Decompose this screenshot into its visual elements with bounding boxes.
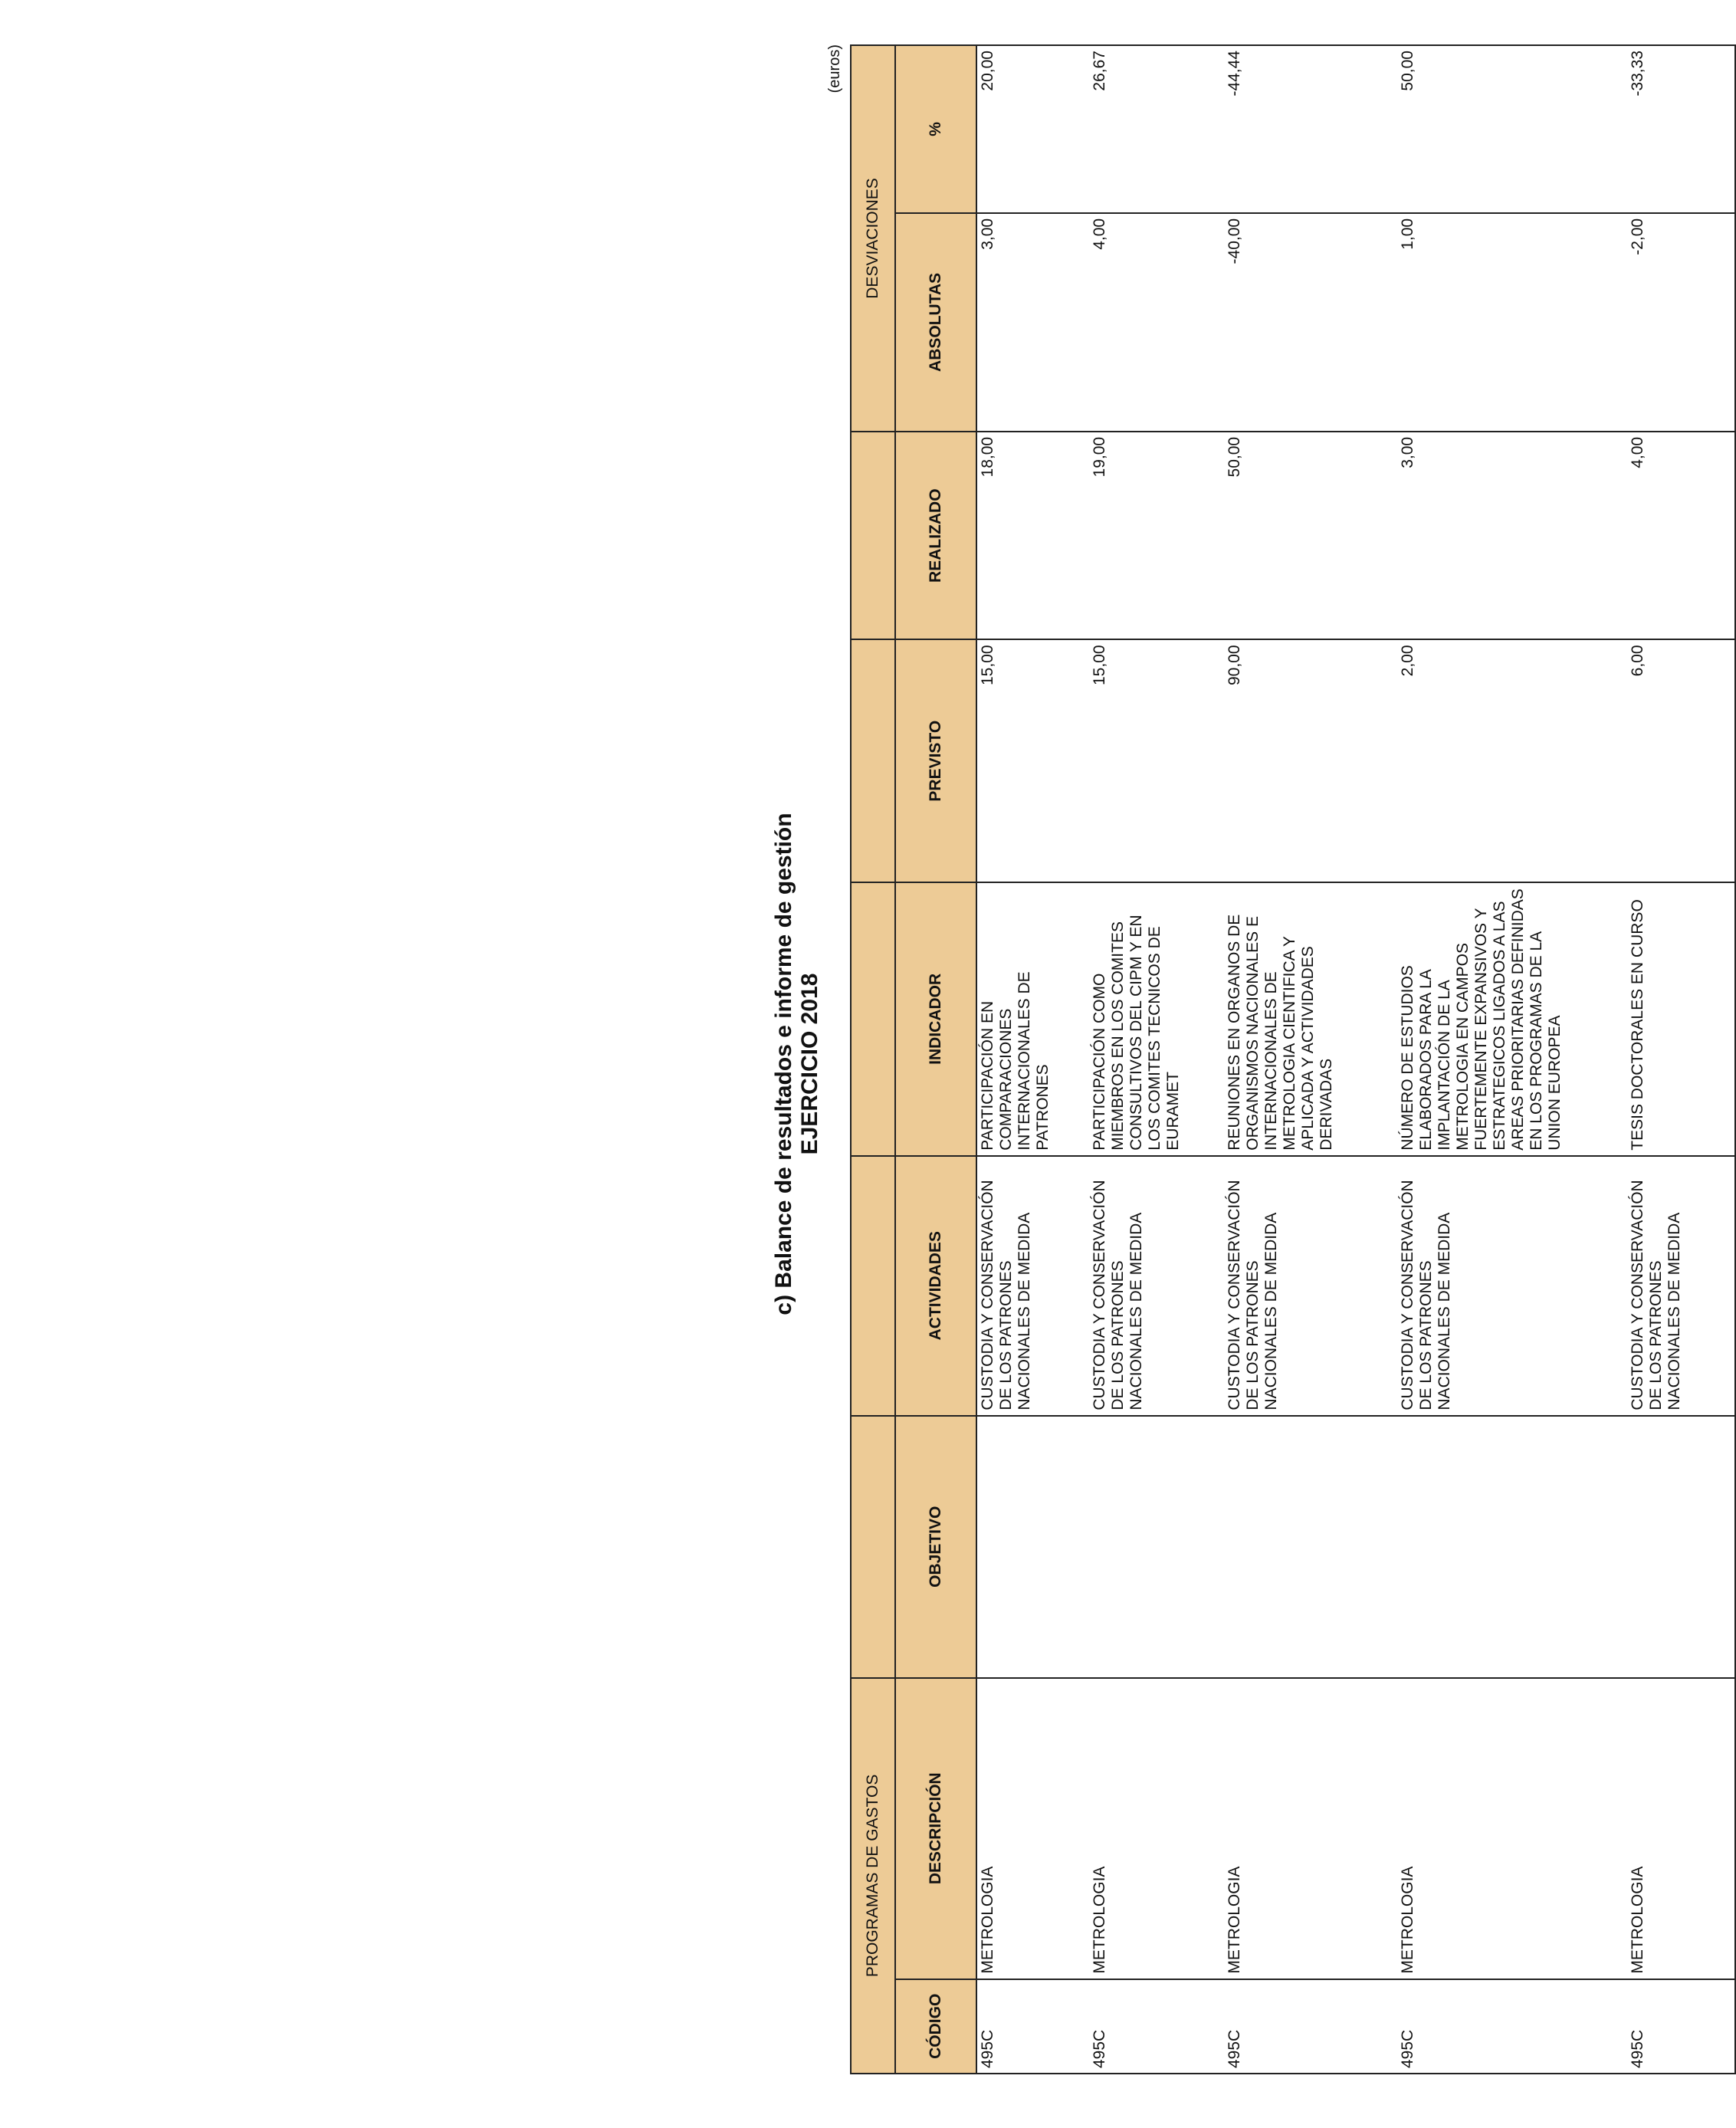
results-table bbox=[850, 44, 1736, 2074]
cell-objetivo bbox=[1224, 1416, 1397, 1678]
header-blank-indicador bbox=[851, 882, 895, 1156]
table-row bbox=[1397, 45, 1627, 2074]
header-blank-realizado bbox=[851, 432, 895, 640]
table-row bbox=[1089, 45, 1224, 2074]
cell-indicador: TESIS DOCTORALES EN CURSO bbox=[1627, 882, 1735, 1156]
table-row bbox=[1627, 45, 1735, 2074]
cell-realizado: 50,00 bbox=[1224, 432, 1397, 640]
cell-absolutas: 3,00 bbox=[976, 213, 1089, 432]
cell-codigo: 495C bbox=[1397, 1979, 1627, 2074]
cell-actividades: CUSTODIA Y CONSERVACIÓN DE LOS PATRONES NACIONALES DE MEDIDA bbox=[1224, 1156, 1397, 1416]
column-header-absolutas: ABSOLUTAS bbox=[895, 213, 976, 432]
cell-indicador: NÚMERO DE ESTUDIOS ELABORADOS PARA LA IMPLANTACIÓN DE LA METROLOGIA EN CAMPOS FUERTEMENTE EXPANSIVOS Y ESTRATEGICOS LIGADOS A LAS AREAS PRIORITARIAS DEFINIDAS EN LOS PROGRAMAS DE LA UNION EUROPEA bbox=[1397, 882, 1627, 1156]
cell-absolutas: -40,00 bbox=[1224, 213, 1397, 432]
header-desviaciones: DESVIACIONES bbox=[851, 45, 895, 432]
header-blank-previsto bbox=[851, 639, 895, 882]
cell-descripcion: METROLOGIA bbox=[976, 1678, 1089, 1979]
cell-descripcion: METROLOGIA bbox=[1089, 1678, 1224, 1979]
cell-realizado: 3,00 bbox=[1397, 432, 1627, 640]
cell-porcentaje: 50,00 bbox=[1397, 45, 1627, 213]
cell-objetivo bbox=[1627, 1416, 1735, 1678]
header-programas-de-gastos: PROGRAMAS DE GASTOS bbox=[851, 1678, 895, 2074]
table-row bbox=[976, 45, 1089, 2074]
cell-indicador: REUNIONES EN ORGANOS DE ORGANISMOS NACIONALES E INTERNACIONALES DE METROLOGIA CIENTIFICA Y APLICADA Y ACTIVIDADES DERIVADAS bbox=[1224, 882, 1397, 1156]
cell-previsto: 15,00 bbox=[1089, 639, 1224, 882]
cell-previsto: 15,00 bbox=[976, 639, 1089, 882]
cell-descripcion: METROLOGIA bbox=[1627, 1678, 1735, 1979]
cell-codigo: 495C bbox=[1224, 1979, 1397, 2074]
cell-porcentaje: 20,00 bbox=[976, 45, 1089, 213]
cell-descripcion: METROLOGIA bbox=[1397, 1678, 1627, 1979]
cell-codigo: 495C bbox=[1627, 1979, 1735, 2074]
column-header-descripcion: DESCRIPCIÓN bbox=[895, 1678, 976, 1979]
cell-absolutas: 1,00 bbox=[1397, 213, 1627, 432]
header-blank-objetivo bbox=[851, 1416, 895, 1678]
column-header-previsto: PREVISTO bbox=[895, 639, 976, 882]
cell-objetivo bbox=[976, 1416, 1089, 1678]
column-header-objetivo: OBJETIVO bbox=[895, 1416, 976, 1678]
cell-previsto: 90,00 bbox=[1224, 639, 1397, 882]
cell-indicador: PARTICIPACIÓN COMO MIEMBROS EN LOS COMITES CONSULTIVOS DEL CIPM Y EN LOS COMITES TECNICOS DE EURAMET bbox=[1089, 882, 1224, 1156]
cell-objetivo bbox=[1089, 1416, 1224, 1678]
document-title: c) Balance de resultados e informe de gestión bbox=[771, 813, 796, 1315]
cell-porcentaje: 26,67 bbox=[1089, 45, 1224, 213]
table-row bbox=[1224, 45, 1397, 2074]
cell-realizado: 18,00 bbox=[976, 432, 1089, 640]
cell-actividades: CUSTODIA Y CONSERVACIÓN DE LOS PATRONES NACIONALES DE MEDIDA bbox=[1397, 1156, 1627, 1416]
column-header-codigo: CÓDIGO bbox=[895, 1979, 976, 2074]
column-header-realizado: REALIZADO bbox=[895, 432, 976, 640]
cell-actividades: CUSTODIA Y CONSERVACIÓN DE LOS PATRONES NACIONALES DE MEDIDA bbox=[976, 1156, 1089, 1416]
cell-descripcion: METROLOGIA bbox=[1224, 1678, 1397, 1979]
cell-porcentaje: -44,44 bbox=[1224, 45, 1397, 213]
cell-actividades: CUSTODIA Y CONSERVACIÓN DE LOS PATRONES NACIONALES DE MEDIDA bbox=[1627, 1156, 1735, 1416]
units-label: (euros) bbox=[826, 44, 843, 94]
header-blank-actividades bbox=[851, 1156, 895, 1416]
cell-codigo: 495C bbox=[1089, 1979, 1224, 2074]
cell-objetivo bbox=[1397, 1416, 1627, 1678]
cell-porcentaje: -33,33 bbox=[1627, 45, 1735, 213]
cell-previsto: 2,00 bbox=[1397, 639, 1627, 882]
column-header-indicador: INDICADOR bbox=[895, 882, 976, 1156]
cell-previsto: 6,00 bbox=[1627, 639, 1735, 882]
column-header-porcentaje: % bbox=[895, 45, 976, 213]
cell-absolutas: 4,00 bbox=[1089, 213, 1224, 432]
document-subtitle: EJERCICIO 2018 bbox=[797, 973, 822, 1155]
cell-codigo: 495C bbox=[976, 1979, 1089, 2074]
column-header-actividades: ACTIVIDADES bbox=[895, 1156, 976, 1416]
cell-realizado: 4,00 bbox=[1627, 432, 1735, 640]
cell-actividades: CUSTODIA Y CONSERVACIÓN DE LOS PATRONES NACIONALES DE MEDIDA bbox=[1089, 1156, 1224, 1416]
cell-indicador: PARTICIPACIÓN EN COMPARACIONES INTERNACIONALES DE PATRONES bbox=[976, 882, 1089, 1156]
cell-realizado: 19,00 bbox=[1089, 432, 1224, 640]
cell-absolutas: -2,00 bbox=[1627, 213, 1735, 432]
